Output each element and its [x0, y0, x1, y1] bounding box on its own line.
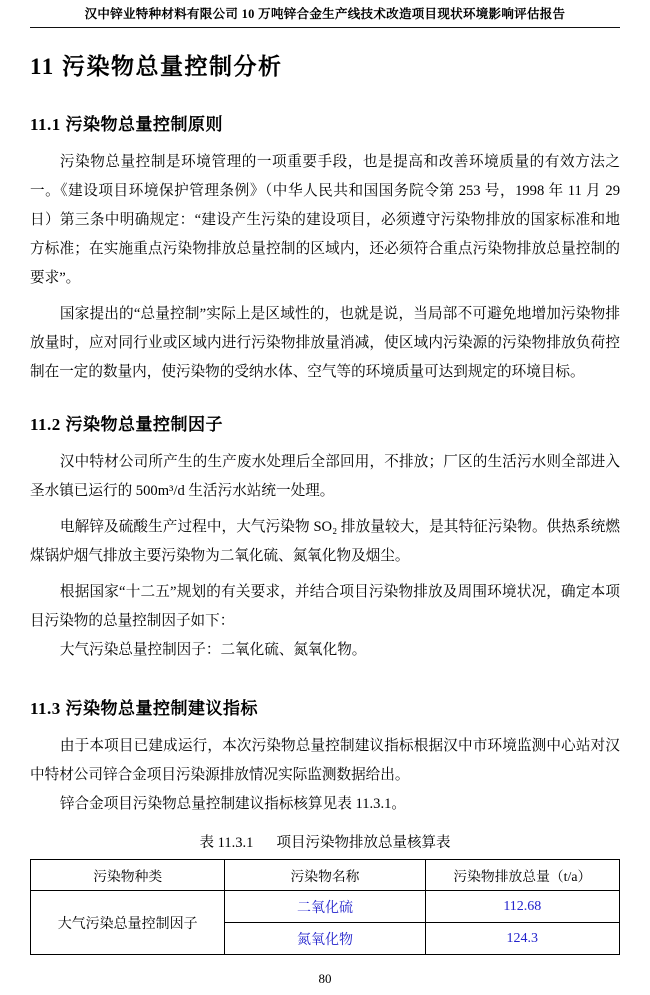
paragraph: 国家提出的“总量控制”实际上是区域性的，也就是说，当局部不可避免地增加污染物排放量时，应对同行业或区域内进行污染物排放量消减，使区域内污染源的污染物排放负荷控制在一定的数量内，使污染物的受纳水体、空气等的环境质量可达到规定的环境目标。: [30, 306, 620, 380]
header-cell-pollutant-name: 污染物名称: [225, 860, 425, 891]
cell-pollutant-name-so2: 二氧化硫: [225, 891, 425, 923]
section-heading-11-3: 11.3 污染物总量控制建议指标: [30, 699, 259, 718]
paragraph: 大气污染总量控制因子：二氧化硫、氮氧化物。: [59, 642, 367, 658]
emission-total-table: [30, 859, 620, 955]
table-caption: [30, 832, 620, 854]
page-number: 80: [318, 971, 332, 986]
section-heading-11-2: 11.2 污染物总量控制因子: [30, 415, 224, 434]
cell-group-label: 大气污染总量控制因子: [31, 891, 225, 955]
cell-emission-value-nox: 124.3: [425, 923, 619, 955]
chapter-title: 11 污染物总量控制分析: [30, 54, 283, 79]
table-caption-label: 表 11.3.1: [199, 835, 254, 851]
table-caption-title: 项目污染物排放总量核算表: [276, 835, 451, 851]
paragraph: 电解锌及硫酸生产过程中，大气污染物 SO₂ 排放量较大，是其特征污染物。供热系统燃煤锅炉烟气排放主要污染物为二氧化硫、氮氧化物及烟尘。: [30, 519, 620, 564]
paragraph: 锌合金项目污染物总量控制建议指标核算见表 11.3.1。: [59, 796, 406, 812]
paragraph: 污染物总量控制是环境管理的一项重要手段，也是提高和改善环境质量的有效方法之一。《建设项目环境保护管理条例》（中华人民共和国国务院令第 253 号，1998 年 11 月 29 日）第三条中明确规定：“建设产生污染的建设项目，必须遵守污染物排放的国家标准和地方标准；在实施重点污染物排放总量控制的区域内，还必须符合重点污染物排放总量控制的要求”。: [30, 154, 620, 286]
section-heading-11-1: 11.1 污染物总量控制原则: [30, 115, 224, 134]
table-header-row: [31, 860, 620, 891]
paragraph: 汉中特材公司所产生的生产废水处理后全部回用，不排放；厂区的生活污水则全部进入圣水镇已运行的 500m³/d 生活污水站统一处理。: [30, 454, 620, 499]
header-cell-emission-total: 污染物排放总量（t/a）: [425, 860, 619, 891]
paragraph: 根据国家“十二五”规划的有关要求，并结合项目污染物排放及周围环境状况，确定本项目污染物的总量控制因子如下：: [30, 584, 620, 629]
table-row: [31, 891, 620, 923]
report-header: 汉中锌业特种材料有限公司 10 万吨锌合金生产线技术改造项目现状环境影响评估报告: [30, 6, 620, 28]
paragraph: 由于本项目已建成运行，本次污染物总量控制建议指标根据汉中市环境监测中心站对汉中特材公司锌合金项目污染源排放情况实际监测数据给出。: [30, 738, 620, 783]
cell-emission-value-so2: 112.68: [425, 891, 619, 923]
cell-pollutant-name-nox: 氮氧化物: [225, 923, 425, 955]
header-cell-pollutant-kind: 污染物种类: [31, 860, 225, 891]
